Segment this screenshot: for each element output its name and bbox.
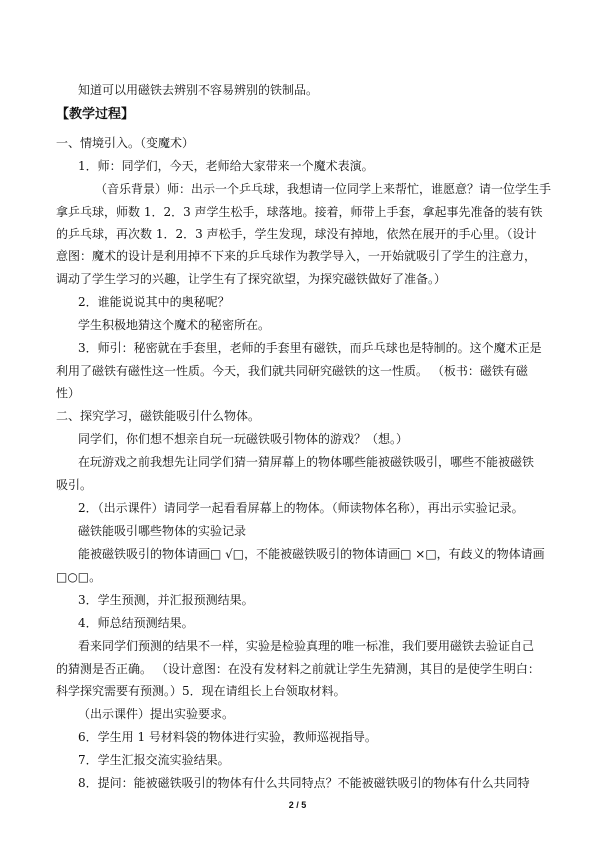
text-line: 二、探究学习，磁铁能吸引什么物体。 (56, 409, 261, 423)
text-line: 1．师：同学们，今天，老师给大家带来一个魔术表演。 (78, 159, 374, 173)
text-line: 学生积极地猜这个魔术的秘密所在。 (78, 318, 271, 332)
text-line: 调动了学生学习的兴趣，让学生有了探究欲望，为探究磁铁做好了准备。） (56, 272, 447, 286)
text-line: 4．师总结预测结果。 (78, 616, 194, 630)
text-line: 能被磁铁吸引的物体请画□ √□，不能被磁铁吸引的物体请画□ ×□，有歧义的物体请画 (78, 547, 545, 561)
text-line: 性） (56, 386, 81, 400)
text-line: □○□。 (56, 570, 102, 584)
text-line: 看来同学们预测的结果不一样，实验是检验真理的唯一标准，我们要用磁铁去验证自己 (78, 639, 535, 653)
page-number: 2 / 5 (288, 800, 307, 810)
text-line: 8．提问：能被磁铁吸引的物体有什么共同特点？不能被磁铁吸引的物体有什么共同特 (78, 776, 530, 790)
text-line: 拿乒乓球，师数 1．2．3 声学生松手，球落地。接着，师带上手套，拿起事先准备的装有铁 (56, 205, 543, 219)
text-line: 6．学生用 1 号材料袋的物体进行实验，教师巡视指导。 (78, 730, 377, 744)
text-line: 3．学生预测，并汇报预测结果。 (78, 593, 254, 607)
text-line: 的乒乓球，再次数 1．2．3 声松手，学生发现，球没有掉地，依然在展开的手心里。（设计 (56, 227, 537, 241)
text-line: 7．学生汇报交流实验结果。 (78, 753, 230, 767)
text-line: 知道可以用磁铁去辨别不容易辨别的铁制品。 (78, 83, 319, 97)
text-line: 3．师引：秘密就在手套里，老师的手套里有磁铁，而乒乓球也是特制的。这个魔术正是 (78, 341, 542, 355)
text-line: 在玩游戏之前我想先让同学们猜一猜屏幕上的物体哪些能被磁铁吸引，哪些不能被磁铁 (78, 455, 535, 469)
text-line: 2．谁能说说其中的奥秘呢？ (78, 295, 230, 309)
text-line: 磁铁能吸引哪些物体的实验记录 (78, 524, 247, 538)
text-line: 一、情境引入。（变魔术） (56, 136, 195, 150)
text-line: 吸引。 (56, 478, 93, 492)
text-line: 意图：魔术的设计是利用掉不下来的乒乓球作为教学导入，一开始就吸引了学生的注意力， (56, 249, 537, 263)
text-line: （音乐背景）师：出示一个乒乓球，我想请一位同学上来帮忙，谁愿意？请一位学生手 (95, 182, 552, 196)
section-heading: 【教学过程】 (56, 107, 135, 122)
text-line: （出示课件）提出实验要求。 (78, 707, 235, 721)
text-line: 2．（出示课件）请同学一起看看屏幕上的物体。（师读物体名称），再出示实验记录。 (78, 501, 524, 515)
text-line: 的猜测是否正确。 （设计意图：在没有发材料之前就让学生先猜测，其目的是使学生明白： (56, 662, 540, 676)
text-line: 同学们，你们想不想亲自玩一玩磁铁吸引物体的游戏？（想。） (78, 432, 409, 446)
text-line: 利用了磁铁有磁性这一性质。今天，我们就共同研究磁铁的这一性质。 （板书：磁铁有磁 (56, 364, 528, 378)
text-line: 科学探究需要有预测。）5．现在请组长上台领取材料。 (56, 684, 346, 698)
